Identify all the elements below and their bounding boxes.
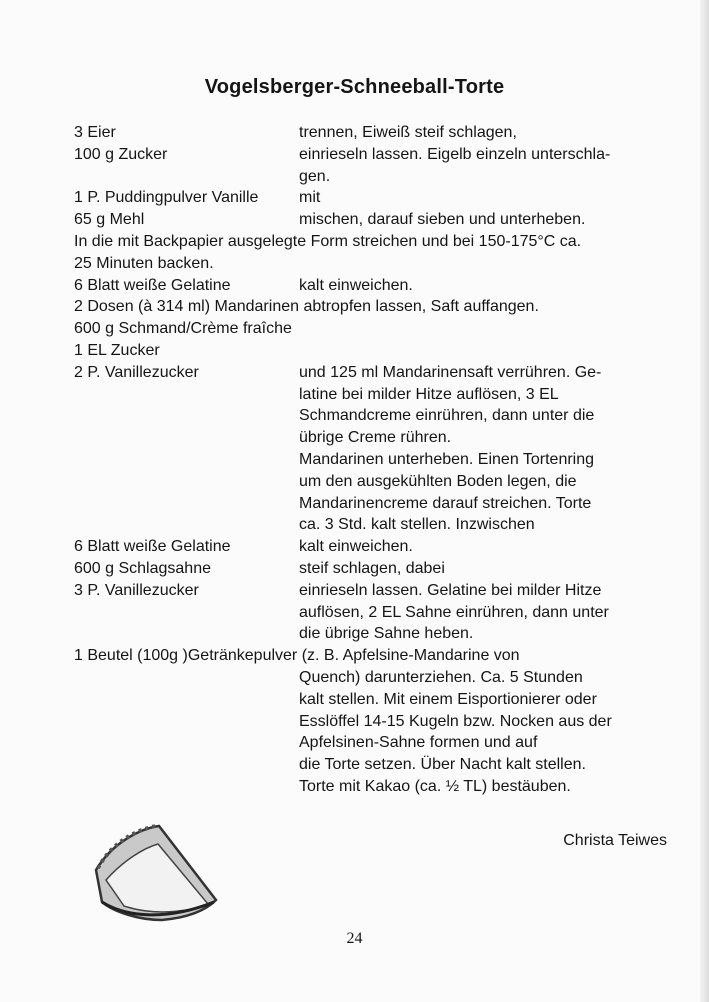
recipe-title: Vogelsberger-Schneeball-Torte: [204, 76, 505, 98]
recipe-line: [74, 275, 674, 297]
instruction-text: die übrige Sahne heben.: [299, 625, 474, 643]
author-signature: Christa Teiwes: [563, 832, 667, 849]
instruction-text: mischen, darauf sieben und unterheben.: [299, 211, 586, 229]
instruction-text: einrieseln lassen. Eigelb einzeln unterschla-: [299, 145, 611, 163]
recipe-line: [74, 187, 674, 209]
instruction-text: kalt einweichen.: [299, 276, 413, 294]
ingredient-text: 600 g Schlagsahne: [74, 559, 211, 577]
instruction-text: um den ausgekühlten Boden legen, die: [299, 472, 577, 490]
ingredient-text: 3 P. Vanillezucker: [74, 581, 199, 599]
recipe-line: [74, 340, 674, 362]
recipe-line: [74, 144, 674, 166]
recipe-line: [74, 493, 674, 515]
instruction-text: steif schlagen, dabei: [299, 559, 445, 577]
ingredient-text: 65 g Mehl: [74, 211, 145, 229]
ingredient-text: 6 Blatt weiße Gelatine: [74, 538, 231, 556]
recipe-line: [74, 231, 674, 253]
instruction-text: gen.: [299, 167, 331, 185]
instruction-text: ca. 3 Std. kalt stellen. Inzwischen: [299, 516, 535, 534]
page-number: 24: [346, 930, 363, 947]
recipe-line: [74, 536, 674, 558]
recipe-line: [74, 602, 674, 624]
ingredient-text: 2 P. Vanillezucker: [74, 363, 199, 381]
recipe-line: [74, 427, 674, 449]
recipe-line: [74, 558, 674, 580]
ingredient-text: 3 Eier: [74, 124, 116, 141]
ingredient-text: In die mit Backpapier ausgelegte Form streichen und bei 150-175°C ca.: [74, 232, 582, 250]
instruction-text: auflösen, 2 EL Sahne einrühren, dann unter: [299, 603, 609, 621]
recipe-line: [74, 754, 674, 776]
instruction-text: und 125 ml Mandarinensaft verrühren. Ge-: [299, 363, 602, 381]
instruction-text: Esslöffel 14-15 Kugeln bzw. Nocken aus der: [299, 712, 612, 730]
recipe-line: [74, 296, 674, 318]
ingredient-text: 1 EL Zucker: [74, 341, 160, 359]
recipe-line: [74, 362, 674, 384]
instruction-text: latine bei milder Hitze auflösen, 3 EL: [299, 385, 559, 403]
instruction-text: übrige Creme rühren.: [299, 429, 452, 447]
recipe-line: [74, 776, 674, 798]
recipe-line: [74, 711, 674, 733]
instruction-text: Mandarinencreme darauf streichen. Torte: [299, 494, 592, 512]
recipe-line: [74, 645, 674, 667]
recipe-line: [74, 689, 674, 711]
ingredient-text: 25 Minuten backen.: [74, 254, 214, 272]
recipe-line: [74, 623, 674, 645]
recipe-line: [74, 514, 674, 536]
instruction-text: Quench) darunterziehen. Ca. 5 Stunden: [299, 668, 583, 686]
recipe-line: [74, 667, 674, 689]
instruction-text: mit: [299, 189, 321, 207]
instruction-text: trennen, Eiweiß steif schlagen,: [299, 124, 517, 141]
recipe-line: [74, 384, 674, 406]
instruction-text: Apfelsinen-Sahne formen und auf: [299, 734, 538, 752]
recipe-line: [74, 580, 674, 602]
instruction-text: die Torte setzen. Über Nacht kalt stellen.: [299, 756, 586, 774]
instruction-text: kalt einweichen.: [299, 538, 413, 556]
recipe-line: [74, 209, 674, 231]
instruction-text: Mandarinen unterheben. Einen Tortenring: [299, 450, 595, 468]
ingredient-text: 100 g Zucker: [74, 145, 168, 163]
recipe-line: [74, 449, 674, 471]
recipe-line: [74, 253, 674, 275]
ingredient-text: 2 Dosen (à 314 ml) Mandarinen abtropfen lassen, Saft auffangen.: [74, 298, 539, 316]
instruction-text: Torte mit Kakao (ca. ½ TL) bestäuben.: [299, 777, 571, 795]
ingredient-text: 1 Beutel (100g )Getränkepulver (z. B. Apfelsine-Mandarine von: [74, 647, 520, 665]
instruction-text: Schmandcreme einrühren, dann unter die: [299, 407, 595, 425]
recipe-line: [74, 166, 674, 188]
recipe-line: [74, 732, 674, 754]
recipe-line: [74, 122, 674, 144]
recipe-line: [74, 471, 674, 493]
instruction-text: einrieseln lassen. Gelatine bei milder Hitze: [299, 581, 602, 599]
instruction-text: kalt stellen. Mit einem Eisportionierer oder: [299, 690, 597, 708]
ingredient-text: 6 Blatt weiße Gelatine: [74, 276, 231, 294]
recipe-line: [74, 405, 674, 427]
recipe-body: [74, 122, 674, 798]
ingredient-text: 1 P. Puddingpulver Vanille: [74, 189, 259, 207]
recipe-line: [74, 318, 674, 340]
cake-slice-illustration: [84, 820, 224, 930]
page-edge-shadow: [700, 0, 709, 1002]
ingredient-text: 600 g Schmand/Crème fraîche: [74, 320, 292, 338]
